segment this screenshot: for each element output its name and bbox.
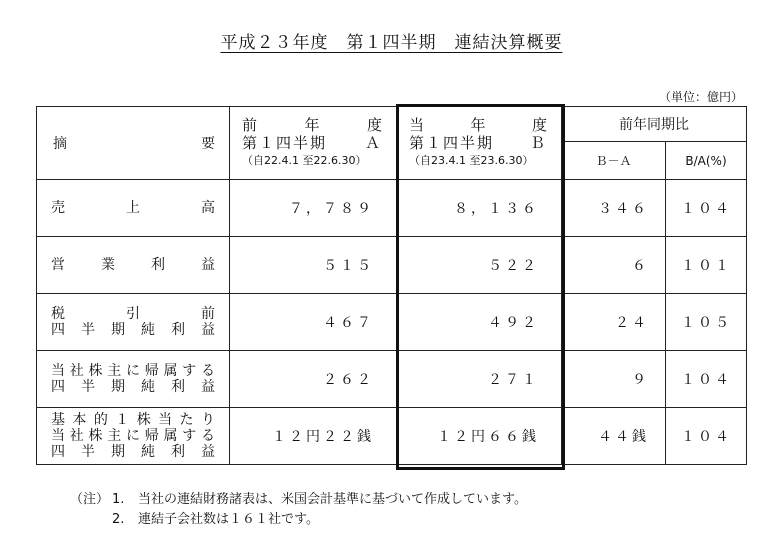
value-prior: ７，７８９ <box>230 180 397 237</box>
value-prior: ２６２ <box>230 351 397 408</box>
footnote-item: （注） 1. 当社の連結財務諸表は、米国会計基準に基づいて作成しています。 <box>70 492 527 507</box>
value-current: ８，１３６ <box>397 180 562 237</box>
footnotes <box>70 490 527 530</box>
value-ratio: １０４ <box>666 351 747 408</box>
value-ratio: １０５ <box>666 294 747 351</box>
row-label: 営 業 利 益 <box>37 237 230 294</box>
value-prior: ４６７ <box>230 294 397 351</box>
value-current: １２円６６銭 <box>397 408 562 465</box>
value-diff: ９ <box>562 351 666 408</box>
value-current: ５２２ <box>397 237 562 294</box>
value-current: ２７１ <box>397 351 562 408</box>
header-prior-year: 前 年 度 第１四半期 Ａ （自22.4.1 至22.6.30） <box>230 107 397 180</box>
value-ratio: １０４ <box>666 180 747 237</box>
table-row <box>37 237 747 294</box>
row-label: 当 社 株 主 に 帰 属 す る 四 半 期 純 利 益 <box>37 351 230 408</box>
header-yoy: 前年同期比 <box>562 107 747 142</box>
row-label: 基 本 的 １ 株 当 た り 当 社 株 主 に 帰 属 す る 四 半 期 純 利 益 <box>37 408 230 465</box>
table-row <box>37 294 747 351</box>
document-title: 平成２３年度 第１四半期 連結決算概要 <box>220 33 563 53</box>
table-row <box>37 408 747 465</box>
header-item-column: 摘 要 <box>37 107 230 180</box>
table-row <box>37 180 747 237</box>
header-diff: Ｂ－Ａ <box>562 142 666 180</box>
header-current-year: 当 年 度 第１四半期 Ｂ （自23.4.1 至23.6.30） <box>397 107 562 180</box>
row-label: 売 上 高 <box>37 180 230 237</box>
row-label: 税 引 前 四 半 期 純 利 益 <box>37 294 230 351</box>
value-current: ４９２ <box>397 294 562 351</box>
value-diff: ３４６ <box>562 180 666 237</box>
value-ratio: １０１ <box>666 237 747 294</box>
value-prior: １２円２２銭 <box>230 408 397 465</box>
footnote-item: 2. 連結子会社数は１６１社です。 <box>112 512 319 527</box>
table-row <box>37 351 747 408</box>
value-diff: ６ <box>562 237 666 294</box>
value-ratio: １０４ <box>666 408 747 465</box>
unit-note: （単位：億円） <box>658 90 743 104</box>
value-prior: ５１５ <box>230 237 397 294</box>
results-table <box>36 106 747 465</box>
header-ratio: B/A(%) <box>666 142 747 180</box>
value-diff: ２４ <box>562 294 666 351</box>
value-diff: ４４銭 <box>562 408 666 465</box>
